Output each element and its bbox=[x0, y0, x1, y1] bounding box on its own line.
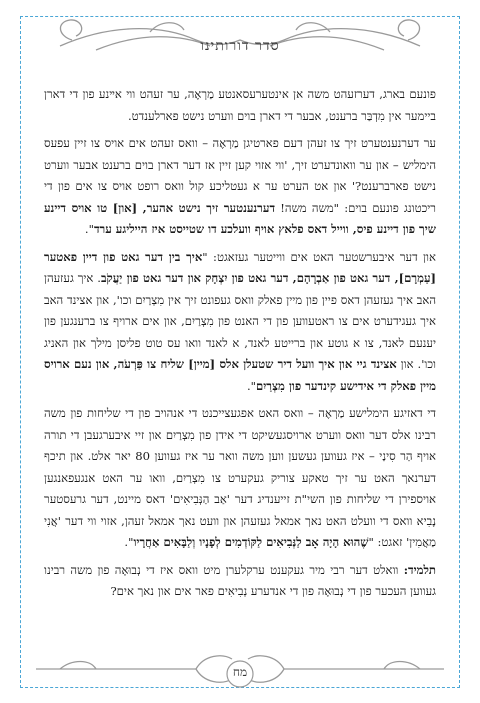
text-segment: ". bbox=[84, 222, 94, 236]
text-segment: פונעם בארג, דערזעהט משה אן אינטערעסאנטע מַרְאֶה, ער זעהט ווי אײנע פון די דארן ביימער אין מִדְבַּר ברענט, אבער די דארן בוים ווערט נישט פארלענדט. bbox=[44, 87, 436, 123]
page-number: מח bbox=[232, 665, 248, 679]
paragraph bbox=[44, 560, 436, 603]
paragraph bbox=[44, 247, 436, 398]
paragraph bbox=[44, 133, 436, 241]
bold-text-segment: שֶׁהוּא הָיָה אָב לַנְּבִיאִים לַקּוֹדְמִים לְפָנָיו וְלַבָּאִים אַחֲרָיו bbox=[133, 535, 369, 549]
bold-text-segment: דערנענטער זיך נישט אהער, [און] טו אויס דיינע שיך פון דיינע פיס, ווייל דאס פלאץ אויף וועלכע דו שטייסט איז הייליגע ערד bbox=[44, 200, 436, 236]
text-segment: . איך געזעהן האב איך געזעהן דאס פיין פון מיין פאלק וואס געפונט זיך אין מִצְרַיִם וכו', און אצינד האב איך געגידערט אים צו ראטעווען פון די האנט פון מִצְרַיִם, און אים ארויף צו ברענגען פון יענעם לאנד, צו א גוטע און ברייטע לאנד, א לאנד וואו עס טוט פליסן מילך און האניג וכו'. און bbox=[44, 271, 436, 371]
text-segment: ער דערנענטערט זיך צו זעהן דעם פארטיגן מַרְאֶה – וואס זעהט אים אויס צו זיין עפעס הימליש – און ער וואונדערט זיך, 'ווי אזוי קען זיין אז דער דארן בוים ברענט אבער ווערט נישט פארברענט?' און אט הערט ער א געטליכע קול וואס רופט אויס צו אים פון די ריכטונג פונעם בוים: "משה משה! bbox=[44, 136, 436, 215]
page-header-title: סדר דורותינו bbox=[200, 38, 280, 54]
text-segment: ". bbox=[246, 378, 257, 393]
paragraph bbox=[44, 403, 436, 554]
text-segment: ". bbox=[124, 535, 134, 549]
paragraph bbox=[44, 84, 436, 127]
text-segment: וואלט דער רבי מיר געקענט ערקלערן מיט וואס איז די נְבוּאָה פון משה רבינו געווען העכער פון די נְבוּאָה פון די אנדערע נְבִיאִים פאר אים און נאך אים? bbox=[44, 562, 436, 598]
text-segment: די דאזיגע הימלישע מַרְאֶה – וואס האט אפגעצייכנט די אנהויב פון די שליחות פון משה רבינו אלס דער וואס ווערט ארויסגעשיקט די אידן פון מִצְרַיִם און זיי איבערגעבן די תורה אויף הַר סִינַי – איז געווען געשען ווען משה וואר ער איז געווען 80 יאר אלט. און תיכף דערנאך האט ער זיך טאקע צוריק געקערט צו מִצְרַיִם, וואו ער האט אנגעפאנגען אויספירן די שליחות פון השי"ת זייענדיג דער 'אַב הַנְּבִיאִים' דאס מיינט, דער גרעסטער נָבִיא וואס די וועלט האט נאך אמאל געזעהן און וועט נאך אמאל זעהן, אזוי ווי דער 'אֲנִי מַאֲמִין' זאגט: " bbox=[44, 406, 436, 549]
bold-text-segment: אצינד גיי און איך וועל דיר שטעלן אלס [מיין] שליח צו פַּרְעֹה, און נעם ארויס מיין פאלק די אידישע קינדער פון מִצְרַיִם bbox=[44, 357, 436, 393]
page-body bbox=[44, 84, 436, 632]
bold-text-segment: איך בין דער גאט פון דיין פאטער [עַמְרָם], דער גאט פון אַבְרָהָם, דער גאט פון יִצְחָק און דער גאט פון יַעֲקֹב bbox=[44, 249, 436, 285]
bold-text-segment: תלמיד: bbox=[403, 562, 436, 577]
text-segment: און דער איבערשטער האט אים ווייטער געזאגט: " bbox=[202, 249, 436, 264]
